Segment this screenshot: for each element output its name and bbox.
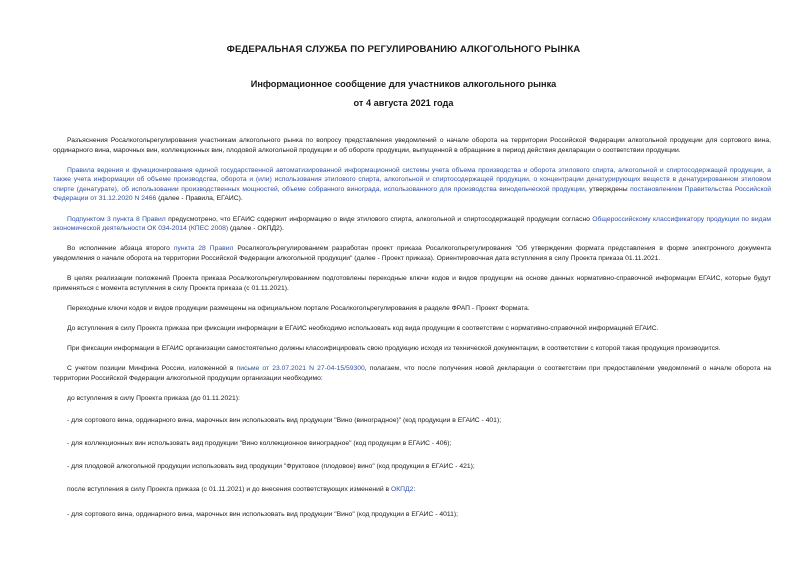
- clause-28-link[interactable]: пункта 28 Правил: [173, 245, 234, 253]
- organization-heading: ФЕДЕРАЛЬНАЯ СЛУЖБА ПО РЕГУЛИРОВАНИЮ АЛКОГОЛЬНОГО РЫНКА: [226, 44, 581, 55]
- minfin-letter-link[interactable]: письме от 23.07.2021 N 27-04-15/59300: [236, 364, 365, 372]
- document-body: [53, 136, 771, 532]
- document-title: Информационное сообщение для участников алкогольного рынка: [250, 79, 557, 89]
- paragraph-classification: При фиксации информации в ЕГАИС организации самостоятельно должны классифицировать свою продукцию исходя из технической документации, в соответствии с которой такая продукция производится.: [67, 344, 721, 352]
- document-date: от 4 августа 2021 года: [353, 98, 454, 108]
- paragraph-portal: Переходные ключи кодов и видов продукции размещены на официальном портале Росалкогольрегулирования в разделе ФРАП - Проект Формата.: [67, 304, 530, 312]
- list-item: - для плодовой алкогольной продукции использовать вид продукции "Фруктовое (плодовое) вино" (код продукции в ЕГАИС - 421);: [67, 462, 475, 470]
- paragraph-transition-keys: В целях реализации положений Проекта приказа Росалкогольрегулированием подготовлены переходные ключи кодов и видов продукции на основе данных нормативно-справочной информации ЕГАИС, которые будут применяться с момента вступления в силу Проекта приказа (с 01.11.2021).: [53, 274, 771, 292]
- list-item: - для сортового вина, ординарного вина, марочных вин использовать вид продукции "Вино" (код продукции в ЕГАИС - 4011);: [67, 510, 458, 518]
- okpd2-link[interactable]: ОКПД2: [391, 485, 414, 493]
- paragraph-rules: Правила ведения и функционирования единой государственной автоматизированной информационной системы учета объема производства и оборота этилового спирта, алкогольной и спиртосодержащей продукции, а также учета информации об объеме производства, оборота и (или) использования этилового спирта, алкогольной и спиртосодержащей продукции, о концентрации денатурирующих веществ в денатурированном этиловом спирте (денатурате), об использовании производственных мощностей, объеме собранного винограда, использованного для производства винодельческой продукции, утверждены постановлением Правительства Российской Федерации от 31.12.2020 N 2466 (далее - Правила, ЕГАИС).: [53, 166, 772, 203]
- list-item: - для коллекционных вин использовать вид продукции "Вино коллекционное виноградное" (код продукции в ЕГАИС - 406);: [67, 440, 452, 448]
- paragraph-minfin: С учетом позиции Минфина России, изложенной в письме от 23.07.2021 N 27-04-15/59300, полагаем, что после получения новой декларации о соответствии при предоставлении уведомлений о начале оборота на территории Российской Федерации алкогольной продукции организации необходимо:: [53, 364, 771, 382]
- paragraph-okpd2: Подпунктом 3 пункта 8 Правил предусмотрено, что ЕГАИС содержит информацию о виде этилового спирта, алкогольной и спиртосодержащей продукции согласно Общероссийскому классификатору продукции по видам экономической деятельности ОК 034-2014 (КПЕС 2008) (далее - ОКПД2).: [53, 215, 771, 233]
- paragraph-before-order: До вступления в силу Проекта приказа при фиксации информации в ЕГАИС необходимо использовать код вида продукции в соответствии с нормативно-справочной информацией ЕГАИС.: [67, 324, 659, 332]
- list-item: - для сортового вина, ординарного вина, марочных вин использовать вид продукции "Вино (виноградное)" (код продукции в ЕГАИС - 401);: [67, 417, 502, 425]
- paragraph-draft-order: Во исполнение абзаца второго пункта 28 Правил Росалкогольрегулированием разработан проект приказа Росалкогольрегулирования "Об утверждении формата представления в форме электронного документа уведомления о начале оборота на территории Российской Федерации алкогольной продукции" (далее - Проект приказа). Ориентировочная дата вступления в силу Проекта приказа 01.11.2021.: [53, 245, 771, 262]
- list-heading-after: после вступления в силу Проекта приказа (с 01.11.2021) и до внесения соответствующих изменений в ОКПД2:: [67, 485, 416, 493]
- subparagraph-link[interactable]: Подпунктом 3 пункта 8 Правил: [67, 215, 166, 223]
- resolution-link[interactable]: постановлением Правительства Российской Федерации от 31.12.2020 N 2466: [53, 185, 772, 203]
- list-heading-before: до вступления в силу Проекта приказа (до 01.11.2021):: [67, 394, 240, 402]
- paragraph-intro: Разъяснения Росалкогольрегулирования участникам алкогольного рынка по вопросу представления уведомлений о начале оборота на территории Российской Федерации алкогольной продукции для сортового вина, ординарного вина, марочных вин, коллекционных вин, плодовой алкогольной продукции и об обороте продукции, выпущенной в обращение в период действия декларации о соответствии продукции.: [53, 137, 771, 154]
- rules-link[interactable]: Правила ведения и функционирования единой государственной автоматизированной информационной системы учета объема производства и оборота этилового спирта, алкогольной и спиртосодержащей продукции, а также учета информации об объеме производства, оборота и (или) использования этилового спирта, алкогольной и спиртосодержащей продукции, о концентрации денатурирующих веществ в денатурированном этиловом спирте (денатурате), об использовании производственных мощностей, объеме собранного винограда, использованного для производства винодельческой продукции: [53, 166, 771, 193]
- okpd2-classifier-link[interactable]: Общероссийскому классификатору продукции по видам экономической деятельности ОК 034-2014 (КПЕС 2008): [53, 215, 771, 233]
